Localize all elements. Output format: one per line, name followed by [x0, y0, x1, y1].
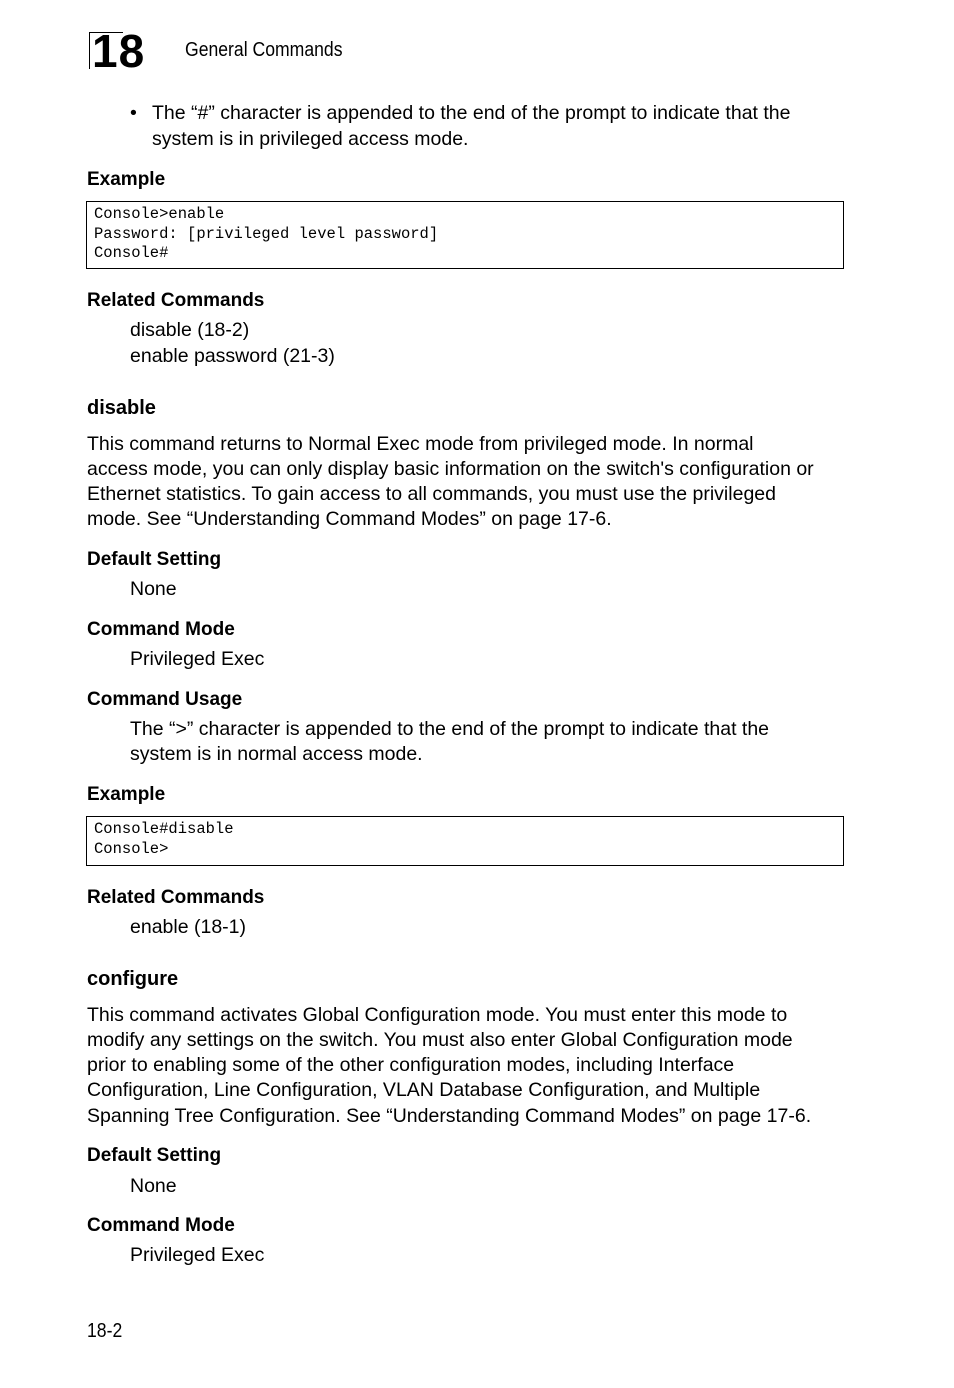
- bullet-text-line-2: system is in privileged access mode.: [152, 128, 469, 150]
- command-usage-heading: Command Usage: [87, 689, 243, 710]
- code-line: Password: [privileged level password]: [94, 224, 439, 243]
- description-line: prior to enabling some of the other configuration modes, including Interface: [87, 1054, 735, 1076]
- description-line: Spanning Tree Configuration. See “Understanding Command Modes” on page 17-6.: [87, 1105, 812, 1127]
- description-line: This command returns to Normal Exec mode from privileged mode. In normal: [87, 433, 754, 455]
- related-command-link: enable (18-1): [130, 916, 246, 938]
- default-setting-value: None: [130, 1175, 177, 1197]
- code-example-enable: [86, 201, 844, 269]
- code-line: Console#: [94, 244, 169, 262]
- example-heading: Example: [87, 784, 166, 805]
- bullet-text-line-1: The “#” character is appended to the end of the prompt to indicate that the: [152, 102, 791, 124]
- default-setting-heading: Default Setting: [87, 1145, 222, 1166]
- default-setting-value: None: [130, 578, 177, 600]
- description-line: Ethernet statistics. To gain access to all commands, you must use the privileged: [87, 483, 776, 505]
- chapter-title: General Commands: [185, 39, 343, 61]
- chapter-number: 18: [92, 25, 146, 77]
- description-line: This command activates Global Configuration mode. You must enter this mode to: [87, 1004, 788, 1026]
- example-heading: Example: [87, 169, 166, 190]
- related-command-link: enable password (21-3): [130, 345, 335, 367]
- code-example-disable: [86, 816, 844, 866]
- related-commands-heading: Related Commands: [87, 290, 265, 311]
- related-command-link: disable (18-2): [130, 319, 250, 341]
- command-mode-value: Privileged Exec: [130, 648, 265, 670]
- usage-line: The “>” character is appended to the end of the prompt to indicate that the: [130, 718, 770, 740]
- related-commands-heading: Related Commands: [87, 887, 265, 908]
- usage-line: system is in normal access mode.: [130, 743, 423, 765]
- command-title-configure: configure: [87, 968, 179, 990]
- description-line: mode. See “Understanding Command Modes” on page 17-6.: [87, 508, 612, 530]
- command-mode-heading: Command Mode: [87, 619, 235, 640]
- code-line: Console>enable: [94, 205, 225, 223]
- command-mode-heading: Command Mode: [87, 1215, 235, 1236]
- description-line: modify any settings on the switch. You must also enter Global Configuration mode: [87, 1029, 793, 1051]
- code-line: Console>: [94, 839, 169, 858]
- bullet-marker: •: [130, 102, 137, 124]
- description-line: Configuration, Line Configuration, VLAN Database Configuration, and Multiple: [87, 1079, 761, 1101]
- page-number: 18-2: [87, 1320, 123, 1342]
- default-setting-heading: Default Setting: [87, 549, 222, 570]
- code-line: Console#disable: [94, 820, 234, 838]
- description-line: access mode, you can only display basic information on the switch's configuration or: [87, 458, 814, 480]
- command-mode-value: Privileged Exec: [130, 1244, 265, 1266]
- command-title-disable: disable: [87, 397, 156, 419]
